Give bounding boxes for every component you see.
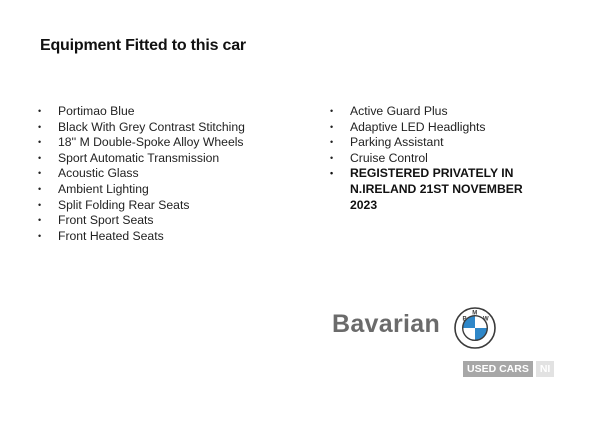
roundel-letter: W: [483, 316, 489, 323]
bullet-icon: •: [38, 106, 42, 116]
bmw-roundel-icon: [454, 307, 496, 349]
bullet-icon: •: [330, 121, 334, 132]
equipment-item: • Sport Automatic Transmission: [38, 150, 220, 165]
equipment-list-left: [38, 104, 308, 244]
badge-region: NI: [536, 361, 555, 377]
equipment-item: • Active Guard Plus: [330, 104, 448, 118]
equipment-item: • Cruise Control: [330, 150, 428, 165]
bullet-icon: •: [38, 121, 42, 132]
bullet-icon: •: [38, 183, 42, 194]
bullet-icon: •: [38, 137, 42, 148]
bullet-icon: •: [38, 199, 42, 210]
page-title: Equipment Fitted to this car: [40, 37, 246, 54]
equipment-item: • Front Sport Seats: [38, 213, 154, 228]
bullet-icon: •: [38, 230, 42, 241]
bullet-icon: •: [38, 152, 42, 163]
equipment-item: • Acoustic Glass: [38, 166, 139, 181]
used-cars-badge: [463, 361, 554, 377]
bullet-icon: •: [330, 152, 334, 163]
equipment-list-right: [330, 104, 545, 213]
bullet-icon: •: [38, 168, 42, 179]
equipment-item: • Ambient Lighting: [38, 181, 149, 196]
equipment-item: • Parking Assistant: [330, 135, 444, 150]
dealer-logo: [330, 306, 500, 350]
bullet-icon: •: [330, 137, 334, 148]
roundel-letter: B: [462, 316, 467, 323]
badge-used-cars: USED CARS: [463, 361, 533, 377]
equipment-item: • Front Heated Seats: [38, 228, 164, 243]
equipment-item: • 18'' M Double-Spoke Alloy Wheels: [38, 135, 244, 150]
registration-note: • REGISTERED PRIVATELY IN N.IRELAND 21ST NOVEMBER 2023: [330, 166, 523, 212]
bullet-icon: •: [38, 215, 42, 226]
bullet-icon: •: [330, 106, 334, 116]
equipment-item: • Adaptive LED Headlights: [330, 119, 486, 134]
equipment-item: • Portimao Blue: [38, 104, 135, 118]
dealer-wordmark: Bavarian: [332, 310, 441, 338]
roundel-letter: M: [472, 310, 478, 317]
equipment-item: • Split Folding Rear Seats: [38, 197, 190, 212]
equipment-item: • Black With Grey Contrast Stitching: [38, 119, 245, 134]
bullet-icon: •: [330, 168, 334, 179]
